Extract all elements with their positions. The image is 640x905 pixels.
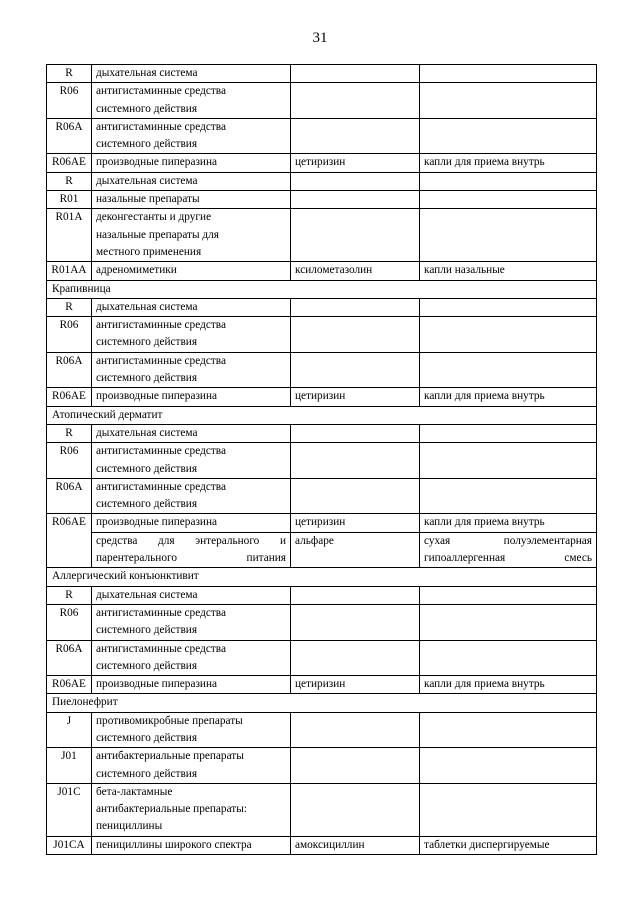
cell-line: противомикробные препараты	[96, 714, 243, 727]
cell-line: бета-лактамные	[96, 785, 173, 798]
group-cell	[92, 424, 291, 442]
cell-line: капли для приема внутрь	[424, 516, 545, 529]
table-row	[47, 65, 597, 83]
group-cell	[92, 712, 291, 748]
cell-line: системного действия	[96, 138, 198, 151]
table-row	[47, 443, 597, 479]
cell-line: антибактериальные препараты:	[96, 803, 247, 816]
cell-line: парентерального питания	[96, 552, 286, 565]
form-cell	[420, 676, 597, 694]
cell-line: антигистаминные средства	[96, 445, 226, 458]
cell-line: антибактериальные препараты	[96, 750, 244, 763]
group-cell	[92, 298, 291, 316]
cell-line: гипоаллергенная смесь	[424, 552, 592, 565]
table-row	[47, 604, 597, 640]
table-row	[47, 532, 597, 568]
atc-code-cell: R06AE	[47, 676, 92, 694]
cell-line: системного действия	[96, 102, 198, 115]
cell-line: дыхательная система	[96, 174, 198, 187]
group-cell	[92, 65, 291, 83]
cell-line: антигистаминные средства	[96, 85, 226, 98]
inn-cell: цетиризин	[291, 388, 420, 406]
section-row	[47, 568, 597, 586]
atc-code-cell: R06AE	[47, 388, 92, 406]
atc-code-cell: R06A	[47, 352, 92, 388]
inn-cell	[291, 65, 420, 83]
cell-line: системного действия	[96, 624, 198, 637]
table-row	[47, 172, 597, 190]
form-cell	[420, 424, 597, 442]
inn-cell	[291, 298, 420, 316]
table-row	[47, 836, 597, 854]
inn-cell	[291, 586, 420, 604]
atc-code-cell: R	[47, 298, 92, 316]
group-cell	[92, 352, 291, 388]
inn-cell	[291, 191, 420, 209]
section-row	[47, 694, 597, 712]
atc-code-cell: R	[47, 65, 92, 83]
inn-cell	[291, 604, 420, 640]
atc-code-cell: R06	[47, 317, 92, 353]
table-row	[47, 388, 597, 406]
table-row	[47, 586, 597, 604]
group-cell	[92, 443, 291, 479]
form-cell	[420, 478, 597, 514]
section-title: Пиелонефрит	[47, 694, 597, 712]
page-number: 31	[312, 30, 328, 46]
group-cell	[92, 172, 291, 190]
group-cell	[92, 83, 291, 119]
form-cell	[420, 712, 597, 748]
group-cell	[92, 676, 291, 694]
section-title: Крапивница	[47, 280, 597, 298]
inn-cell	[291, 443, 420, 479]
atc-code-cell: R06A	[47, 118, 92, 154]
atc-code-cell: R01AA	[47, 262, 92, 280]
atc-code-cell: R	[47, 586, 92, 604]
form-cell	[420, 604, 597, 640]
table-row	[47, 118, 597, 154]
inn-cell: амоксициллин	[291, 836, 420, 854]
table-row	[47, 712, 597, 748]
atc-code-cell: R01A	[47, 209, 92, 262]
form-cell	[420, 514, 597, 532]
inn-cell	[291, 712, 420, 748]
inn-cell	[291, 209, 420, 262]
table-row	[47, 640, 597, 676]
atc-code-cell: R06AE	[47, 514, 92, 568]
table-row	[47, 191, 597, 209]
cell-line: дыхательная система	[96, 426, 198, 439]
cell-line: сухая полуэлементарная	[424, 534, 592, 547]
cell-line: дыхательная система	[96, 588, 198, 601]
cell-line: дыхательная система	[96, 300, 198, 313]
form-cell	[420, 532, 597, 568]
table-row	[47, 209, 597, 262]
form-cell	[420, 748, 597, 784]
cell-line: антигистаминные средства	[96, 120, 226, 133]
cell-line: капли назальные	[424, 264, 505, 277]
group-cell	[92, 532, 291, 568]
table-row	[47, 154, 597, 172]
inn-cell	[291, 352, 420, 388]
form-cell	[420, 83, 597, 119]
form-cell	[420, 836, 597, 854]
form-cell	[420, 298, 597, 316]
cell-line: антигистаминные средства	[96, 606, 226, 619]
cell-line: производные пиперазина	[96, 156, 218, 169]
cell-line: системного действия	[96, 731, 198, 744]
atc-code-cell: R	[47, 424, 92, 442]
table-row	[47, 514, 597, 532]
group-cell	[92, 209, 291, 262]
cell-line: производные пиперазина	[96, 678, 218, 691]
form-cell	[420, 783, 597, 836]
form-cell	[420, 172, 597, 190]
atc-code-cell: J01	[47, 748, 92, 784]
form-cell	[420, 209, 597, 262]
atc-code-cell: R06A	[47, 640, 92, 676]
inn-cell	[291, 748, 420, 784]
cell-line: системного действия	[96, 498, 198, 511]
inn-cell	[291, 424, 420, 442]
inn-cell: ксилометазолин	[291, 262, 420, 280]
cell-line: антигистаминные средства	[96, 319, 226, 332]
form-cell	[420, 586, 597, 604]
group-cell	[92, 514, 291, 532]
group-cell	[92, 640, 291, 676]
drug-table-body	[47, 65, 597, 855]
inn-cell	[291, 640, 420, 676]
cell-line: деконгестанты и другие	[96, 211, 212, 224]
atc-code-cell: R06A	[47, 478, 92, 514]
section-title: Атопический дерматит	[47, 406, 597, 424]
section-row	[47, 406, 597, 424]
cell-line: средства для энтерального и	[96, 534, 286, 547]
cell-line: адреномиметики	[96, 264, 177, 277]
form-cell	[420, 118, 597, 154]
section-row	[47, 280, 597, 298]
section-title: Аллергический конъюнктивит	[47, 568, 597, 586]
table-row	[47, 424, 597, 442]
group-cell	[92, 783, 291, 836]
group-cell	[92, 154, 291, 172]
table-row	[47, 317, 597, 353]
group-cell	[92, 388, 291, 406]
cell-line: антигистаминные средства	[96, 642, 226, 655]
atc-code-cell: J	[47, 712, 92, 748]
group-cell	[92, 604, 291, 640]
cell-line: капли для приема внутрь	[424, 156, 545, 169]
inn-cell: альфаре	[291, 532, 420, 568]
table-row	[47, 262, 597, 280]
atc-code-cell: R06	[47, 83, 92, 119]
form-cell	[420, 388, 597, 406]
atc-code-cell: R06AE	[47, 154, 92, 172]
atc-code-cell: J01C	[47, 783, 92, 836]
form-cell	[420, 65, 597, 83]
inn-cell	[291, 783, 420, 836]
cell-line: системного действия	[96, 336, 198, 349]
table-row	[47, 352, 597, 388]
form-cell	[420, 352, 597, 388]
cell-line: производные пиперазина	[96, 516, 218, 529]
inn-cell: цетиризин	[291, 154, 420, 172]
table-row	[47, 783, 597, 836]
cell-line: системного действия	[96, 462, 198, 475]
group-cell	[92, 586, 291, 604]
cell-line: дыхательная система	[96, 67, 198, 79]
group-cell	[92, 478, 291, 514]
cell-line: капли для приема внутрь	[424, 678, 545, 691]
group-cell	[92, 262, 291, 280]
cell-line: антигистаминные средства	[96, 480, 226, 493]
group-cell	[92, 191, 291, 209]
group-cell	[92, 748, 291, 784]
inn-cell	[291, 478, 420, 514]
inn-cell: цетиризин	[291, 676, 420, 694]
inn-cell	[291, 317, 420, 353]
cell-line: пенициллины	[96, 820, 163, 833]
cell-line: антигистаминные средства	[96, 354, 226, 367]
atc-code-cell: R	[47, 172, 92, 190]
atc-code-cell: R06	[47, 443, 92, 479]
form-cell	[420, 154, 597, 172]
form-cell	[420, 640, 597, 676]
table-row	[47, 298, 597, 316]
cell-line: назальные препараты	[96, 193, 200, 206]
group-cell	[92, 118, 291, 154]
inn-cell	[291, 172, 420, 190]
table-row	[47, 676, 597, 694]
cell-line: местного применения	[96, 245, 202, 258]
form-cell	[420, 317, 597, 353]
cell-line: капли для приема внутрь	[424, 390, 545, 403]
cell-line: таблетки диспергируемые	[424, 838, 550, 851]
cell-line: системного действия	[96, 659, 198, 672]
cell-line: производные пиперазина	[96, 390, 218, 403]
group-cell	[92, 836, 291, 854]
drug-table	[46, 64, 597, 855]
form-cell	[420, 191, 597, 209]
table-row	[47, 478, 597, 514]
cell-line: системного действия	[96, 372, 198, 385]
form-cell	[420, 443, 597, 479]
atc-code-cell: R06	[47, 604, 92, 640]
group-cell	[92, 317, 291, 353]
inn-cell	[291, 83, 420, 119]
table-row	[47, 83, 597, 119]
cell-line: пенициллины широкого спектра	[96, 838, 252, 851]
atc-code-cell: J01CA	[47, 836, 92, 854]
inn-cell	[291, 118, 420, 154]
form-cell	[420, 262, 597, 280]
table-row	[47, 748, 597, 784]
cell-line: назальные препараты для	[96, 228, 219, 241]
inn-cell: цетиризин	[291, 514, 420, 532]
cell-line: системного действия	[96, 767, 198, 780]
atc-code-cell: R01	[47, 191, 92, 209]
